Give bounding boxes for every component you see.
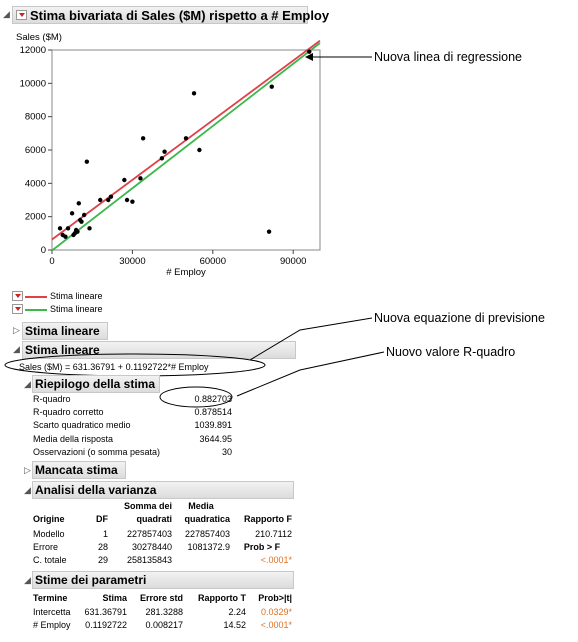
anova-cell: 1081372.9	[187, 542, 230, 552]
fit-title: Stima lineare	[25, 343, 100, 357]
x-tick-label: 0	[49, 256, 55, 267]
y-tick-label: 2000	[24, 211, 46, 223]
expand-triangle-icon[interactable]: ▷	[13, 325, 20, 335]
params-cell: 0.008217	[145, 620, 183, 630]
anova-column-header: Origine	[33, 514, 65, 524]
data-point[interactable]	[98, 198, 102, 202]
data-point[interactable]	[70, 211, 74, 215]
legend-label: Stima lineare	[50, 291, 103, 301]
lack-of-fit-header[interactable]	[32, 461, 126, 479]
data-point[interactable]	[82, 213, 86, 217]
data-point[interactable]	[138, 176, 142, 180]
params-column-header: Prob>|t|	[258, 593, 292, 603]
lack-of-fit-title: Mancata stima	[35, 463, 118, 477]
data-point[interactable]	[184, 136, 188, 140]
collapse-triangle-icon[interactable]: ◢	[24, 485, 31, 495]
data-point[interactable]	[270, 84, 274, 88]
data-point[interactable]	[267, 229, 271, 233]
anova-cell: 1	[102, 529, 108, 539]
anova-cell: 29	[97, 555, 108, 565]
equation-highlight-ellipse	[0, 350, 280, 378]
params-cell: 631.36791	[84, 607, 127, 617]
params-cell: 0.0329*	[260, 607, 292, 617]
params-cell: 0.1192722	[85, 620, 127, 630]
fit-collapsed-title: Stima lineare	[25, 324, 100, 338]
params-cell: 281.3288	[145, 607, 183, 617]
anova-cell: 210.7112	[255, 529, 292, 539]
summary-title: Riepilogo della stima	[35, 377, 156, 391]
anova-column-header: quadratica	[184, 514, 230, 524]
params-column-header: Errore std	[139, 593, 183, 603]
data-point[interactable]	[109, 194, 113, 198]
data-point[interactable]	[85, 159, 89, 163]
params-column-header: Termine	[33, 593, 68, 603]
params-column-header: Stima	[102, 593, 127, 603]
summary-label: Osservazioni (o somma pesata)	[33, 446, 161, 457]
anova-cell: Prob > F	[243, 542, 281, 552]
data-point[interactable]	[197, 148, 201, 152]
summary-value: 30	[221, 446, 232, 457]
report-header	[12, 6, 330, 24]
annotation-regression: Nuova linea di regressione	[374, 50, 523, 64]
data-point[interactable]	[58, 226, 62, 230]
anova-column-header: DF	[96, 514, 108, 524]
data-point[interactable]	[160, 156, 164, 160]
data-point[interactable]	[141, 136, 145, 140]
report-title: Stima bivariata di Sales ($M) rispetto a # Employ	[30, 8, 330, 23]
summary-label: Scarto quadratico medio	[33, 420, 131, 431]
red-triangle-menu-icon[interactable]	[16, 10, 27, 20]
params-title: Stime dei parametri	[35, 573, 147, 587]
data-point[interactable]	[66, 226, 70, 230]
data-point[interactable]	[75, 229, 79, 233]
data-point[interactable]	[63, 234, 67, 238]
anova-cell: 30278440	[131, 542, 172, 552]
summary-header[interactable]	[32, 375, 160, 393]
anova-cell: Errore	[33, 542, 59, 552]
collapse-triangle-icon[interactable]: ◢	[24, 575, 31, 585]
y-tick-label: 4000	[24, 178, 46, 190]
data-point[interactable]	[87, 226, 91, 230]
anova-cell: 227857403	[126, 529, 172, 539]
legend-line-red	[25, 296, 47, 298]
summary-value: 3644.95	[199, 433, 232, 444]
summary-value: 0.878514	[194, 407, 232, 418]
red-triangle-menu-icon[interactable]	[12, 304, 23, 314]
annotation-rsquare: Nuovo valore R-quadro	[386, 345, 516, 359]
legend-label: Stima lineare	[50, 304, 103, 314]
y-tick-label: 12000	[19, 45, 46, 56]
anova-header[interactable]	[32, 481, 294, 499]
data-point[interactable]	[162, 149, 166, 153]
anova-cell: <.0001*	[260, 555, 292, 565]
params-column-header: Rapporto T	[198, 593, 246, 603]
summary-label: R-quadro	[33, 394, 71, 404]
summary-label: Media della risposta	[33, 433, 114, 444]
x-tick-label: 60000	[199, 256, 227, 267]
params-cell: Intercetta	[33, 607, 71, 617]
y-tick-label: 8000	[24, 111, 46, 123]
collapse-triangle-icon[interactable]: ◢	[13, 344, 20, 354]
collapse-triangle-icon[interactable]: ◢	[3, 9, 10, 19]
summary-value: 1039.891	[194, 420, 232, 431]
y-tick-label: 0	[40, 245, 46, 256]
data-point[interactable]	[192, 91, 196, 95]
scatter-plot[interactable]	[0, 40, 330, 280]
summary-value: 0.882703	[194, 394, 232, 404]
data-point[interactable]	[77, 201, 81, 205]
data-point[interactable]	[307, 49, 311, 53]
x-tick-label: 30000	[119, 256, 146, 267]
data-point[interactable]	[130, 199, 134, 203]
anova-cell: 258135843	[126, 555, 172, 565]
annotation-equation: Nuova equazione di previsione	[374, 311, 545, 325]
anova-cell: C. totale	[33, 555, 67, 565]
expand-triangle-icon[interactable]: ▷	[24, 465, 31, 475]
params-cell: 2.24	[228, 607, 246, 617]
x-axis-label: # Employ	[166, 267, 206, 278]
y-tick-label: 6000	[24, 145, 46, 156]
params-cell: # Employ	[33, 620, 71, 630]
collapse-triangle-icon[interactable]: ◢	[24, 379, 31, 389]
anova-column-header: quadrati	[136, 514, 172, 524]
anova-cell: 227857403	[184, 529, 230, 539]
anova-title: Analisi della varianza	[35, 483, 157, 497]
summary-label: R-quadro corretto	[33, 407, 104, 418]
params-cell: 14.52	[223, 620, 246, 630]
anova-cell: 28	[97, 542, 108, 552]
anova-header-top: Somma dei	[123, 501, 172, 511]
prediction-equation: Sales ($M) = 631.36791 + 0.1192722*# Employ	[19, 362, 209, 372]
red-triangle-menu-icon[interactable]	[12, 291, 23, 301]
anova-cell: Modello	[33, 529, 65, 539]
params-header[interactable]	[32, 571, 294, 589]
y-tick-label: 10000	[19, 78, 46, 90]
legend-line-green	[25, 309, 47, 311]
data-point[interactable]	[79, 219, 83, 223]
fit-collapsed-header[interactable]	[22, 322, 108, 340]
data-point[interactable]	[122, 178, 126, 182]
anova-header-top: Media	[188, 501, 214, 511]
data-point[interactable]	[125, 198, 129, 202]
y-axis-label: Sales ($M)	[16, 32, 62, 43]
anova-column-header: Rapporto F	[244, 514, 292, 524]
x-tick-label: 90000	[279, 256, 307, 267]
params-cell: <.0001*	[260, 620, 292, 630]
